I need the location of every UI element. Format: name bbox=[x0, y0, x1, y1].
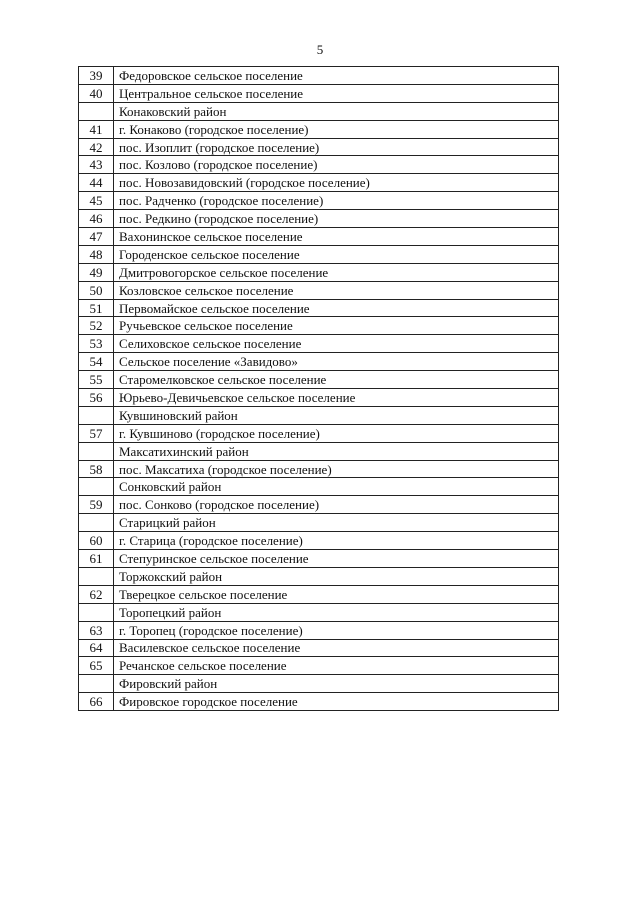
settlement-name: Сельское поселение «Завидово» bbox=[114, 353, 559, 371]
settlement-name: Степуринское сельское поселение bbox=[114, 550, 559, 568]
table-row bbox=[79, 621, 559, 639]
settlement-name: Речанское сельское поселение bbox=[114, 657, 559, 675]
settlement-name: Федоровское сельское поселение bbox=[114, 67, 559, 85]
settlement-name: Василевское сельское поселение bbox=[114, 639, 559, 657]
table-row bbox=[79, 67, 559, 85]
row-number: 42 bbox=[79, 138, 114, 156]
row-number bbox=[79, 406, 114, 424]
table-row bbox=[79, 550, 559, 568]
row-number: 47 bbox=[79, 228, 114, 246]
table-row bbox=[79, 156, 559, 174]
settlement-name: пос. Редкино (городское поселение) bbox=[114, 210, 559, 228]
page-number: 5 bbox=[316, 42, 324, 57]
settlement-name: Селиховское сельское поселение bbox=[114, 335, 559, 353]
settlement-name: Дмитровогорское сельское поселение bbox=[114, 263, 559, 281]
settlement-name: г. Торопец (городское поселение) bbox=[114, 621, 559, 639]
row-number: 56 bbox=[79, 389, 114, 407]
table-row bbox=[79, 585, 559, 603]
row-number: 66 bbox=[79, 693, 114, 711]
settlement-name: Юрьево-Девичьевское сельское поселение bbox=[114, 389, 559, 407]
settlement-name: пос. Изоплит (городское поселение) bbox=[114, 138, 559, 156]
settlement-name: пос. Радченко (городское поселение) bbox=[114, 192, 559, 210]
settlement-name: Городенское сельское поселение bbox=[114, 245, 559, 263]
district-name: Торопецкий район bbox=[114, 603, 559, 621]
settlement-name: г. Конаково (городское поселение) bbox=[114, 120, 559, 138]
table-row bbox=[79, 281, 559, 299]
table-row bbox=[79, 639, 559, 657]
row-number: 54 bbox=[79, 353, 114, 371]
table-row bbox=[79, 299, 559, 317]
district-name: Максатихинский район bbox=[114, 442, 559, 460]
row-number: 49 bbox=[79, 263, 114, 281]
row-number: 55 bbox=[79, 371, 114, 389]
row-number bbox=[79, 675, 114, 693]
table-row bbox=[79, 496, 559, 514]
row-number bbox=[79, 478, 114, 496]
table-row bbox=[79, 335, 559, 353]
table-row bbox=[79, 263, 559, 281]
row-number bbox=[79, 442, 114, 460]
settlement-name: Фировское городское поселение bbox=[114, 693, 559, 711]
row-number: 46 bbox=[79, 210, 114, 228]
table-row bbox=[79, 84, 559, 102]
table-row bbox=[79, 228, 559, 246]
district-name: Сонковский район bbox=[114, 478, 559, 496]
row-number: 50 bbox=[79, 281, 114, 299]
district-header-row bbox=[79, 442, 559, 460]
table-row bbox=[79, 317, 559, 335]
table-row bbox=[79, 353, 559, 371]
row-number: 60 bbox=[79, 532, 114, 550]
table-row bbox=[79, 210, 559, 228]
settlement-name: пос. Новозавидовский (городское поселение) bbox=[114, 174, 559, 192]
row-number bbox=[79, 567, 114, 585]
district-name: Конаковский район bbox=[114, 102, 559, 120]
table-row bbox=[79, 424, 559, 442]
row-number: 65 bbox=[79, 657, 114, 675]
row-number: 57 bbox=[79, 424, 114, 442]
settlement-name: пос. Козлово (городское поселение) bbox=[114, 156, 559, 174]
district-header-row bbox=[79, 406, 559, 424]
row-number: 52 bbox=[79, 317, 114, 335]
table-row bbox=[79, 657, 559, 675]
row-number: 41 bbox=[79, 120, 114, 138]
settlement-name: пос. Максатиха (городское поселение) bbox=[114, 460, 559, 478]
settlement-name: пос. Сонково (городское поселение) bbox=[114, 496, 559, 514]
settlement-name: Вахонинское сельское поселение bbox=[114, 228, 559, 246]
row-number: 59 bbox=[79, 496, 114, 514]
table-row bbox=[79, 174, 559, 192]
table-row bbox=[79, 371, 559, 389]
table-body bbox=[79, 67, 559, 711]
row-number: 39 bbox=[79, 67, 114, 85]
table-row bbox=[79, 693, 559, 711]
district-name: Старицкий район bbox=[114, 514, 559, 532]
settlements-table bbox=[78, 66, 559, 711]
district-header-row bbox=[79, 603, 559, 621]
row-number: 48 bbox=[79, 245, 114, 263]
settlement-name: г. Кувшиново (городское поселение) bbox=[114, 424, 559, 442]
settlement-name: Тверецкое сельское поселение bbox=[114, 585, 559, 603]
row-number: 53 bbox=[79, 335, 114, 353]
district-header-row bbox=[79, 514, 559, 532]
table-row bbox=[79, 192, 559, 210]
table-row bbox=[79, 532, 559, 550]
table-row bbox=[79, 138, 559, 156]
row-number: 44 bbox=[79, 174, 114, 192]
row-number: 58 bbox=[79, 460, 114, 478]
settlement-name: Центральное сельское поселение bbox=[114, 84, 559, 102]
table-row bbox=[79, 389, 559, 407]
row-number: 43 bbox=[79, 156, 114, 174]
row-number: 64 bbox=[79, 639, 114, 657]
settlement-name: Старомелковское сельское поселение bbox=[114, 371, 559, 389]
row-number: 51 bbox=[79, 299, 114, 317]
table-row bbox=[79, 245, 559, 263]
settlement-name: г. Старица (городское поселение) bbox=[114, 532, 559, 550]
row-number bbox=[79, 603, 114, 621]
district-header-row bbox=[79, 567, 559, 585]
settlement-name: Ручьевское сельское поселение bbox=[114, 317, 559, 335]
district-name: Кувшиновский район bbox=[114, 406, 559, 424]
district-header-row bbox=[79, 675, 559, 693]
settlement-name: Козловское сельское поселение bbox=[114, 281, 559, 299]
row-number: 40 bbox=[79, 84, 114, 102]
row-number: 62 bbox=[79, 585, 114, 603]
table-row bbox=[79, 120, 559, 138]
row-number bbox=[79, 102, 114, 120]
table-row bbox=[79, 460, 559, 478]
row-number: 63 bbox=[79, 621, 114, 639]
district-header-row bbox=[79, 478, 559, 496]
district-header-row bbox=[79, 102, 559, 120]
settlement-name: Первомайское сельское поселение bbox=[114, 299, 559, 317]
row-number: 45 bbox=[79, 192, 114, 210]
row-number bbox=[79, 514, 114, 532]
row-number: 61 bbox=[79, 550, 114, 568]
district-name: Торжокский район bbox=[114, 567, 559, 585]
district-name: Фировский район bbox=[114, 675, 559, 693]
